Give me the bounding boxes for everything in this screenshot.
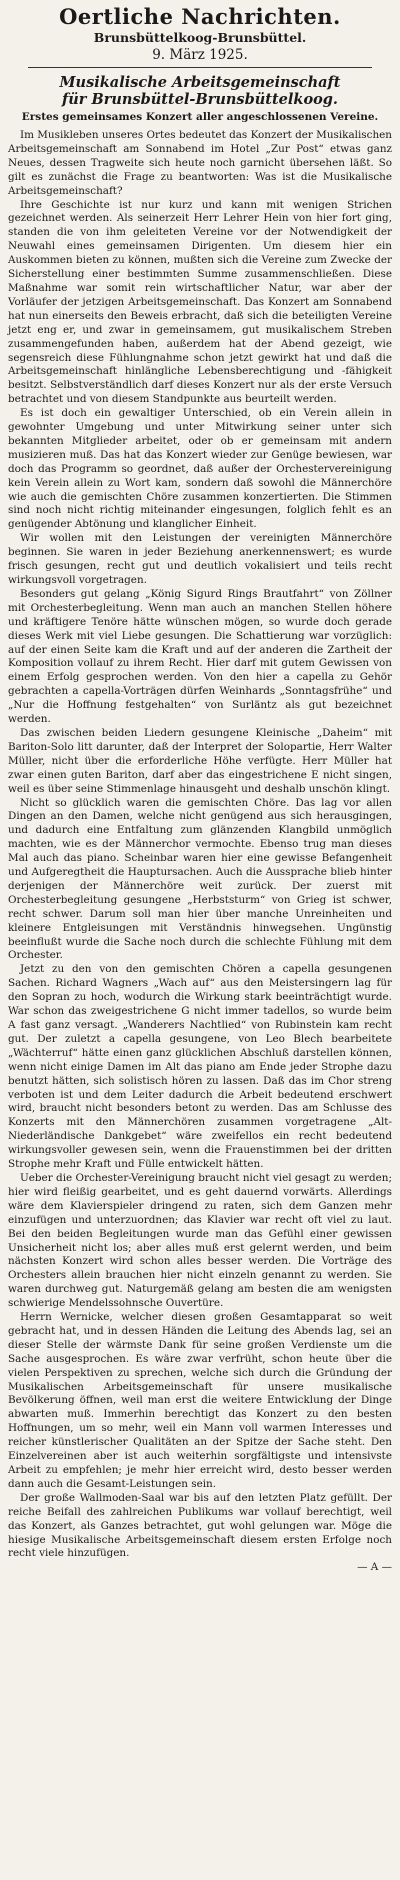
paragraph: Ueber die Orchester-Vereinigung braucht nicht viel gesagt zu werden; hier wird fleißig gearbeitet, und es geht dauernd vorwärts. Allerdings wäre dem Klavierspieler dringend zu raten, sich dem Ganzen mehr einzufügen und unterzuordnen; das Klavier war recht oft viel zu laut. Bei den beiden Begleitungen wurde man das Gefühl einer gewissen Unsicherheit nicht los; aber alles muß erst gelernt werden, und beim nächsten Konzert wird schon alles besser werden. Die Vorträge des Orchesters allein brauchen hier nicht einzeln genannt zu werden. Sie waren durchweg gut. Naturgemäß gelang am besten die am wenigsten schwierige Mendelssohnsche Ouvertüre.: [8, 1171, 392, 1310]
article-headline: [8, 74, 392, 125]
headline-line-1: Musikalische Arbeitsgemeinschaft: [59, 74, 341, 91]
article-body: [8, 129, 392, 1575]
divider: [28, 67, 372, 68]
paragraph: Ihre Geschichte ist nur kurz und kann mit wenigen Strichen gezeichnet werden. Als seinerzeit Herr Lehrer Hein von hier fort ging, standen die von ihm geleiteten Vereine vor der Notwendigkeit der Neuwahl eines gemeinsamen Dirigenten. Um diesem hier ein Auskommen bieten zu können, mußten sich die Vereine zum Zwecke der Sicherstellung einer bestimmten Summe zusammenschließen. Diese Maßnahme war somit rein wirtschaftlicher Natur, war aber der Vorläufer der jetzigen Arbeitsgemeinschaft. Das Konzert am Sonnabend hat nun einerseits den Beweis erbracht, daß sich die beteiligten Vereine jetzt eng er, und zwar in gemeinsamem, gut musikalischem Streben zusammengefunden haben, außerdem hat der Abend gezeigt, wie segensreich diese Fühlungnahme schon jetzt gewirkt hat und daß die Arbeitsgemeinschaft hinlängliche Lebensberechtigung und -fähigkeit besitzt. Selbstverständlich darf dieses Konzert nur als der erste Versuch betrachtet und von diesem Standpunkte aus beurteilt werden.: [8, 198, 392, 406]
place-line: Brunsbüttelkoog-Brunsbüttel.: [93, 30, 307, 45]
paragraph: Jetzt zu den von den gemischten Chören a capella gesungenen Sachen. Richard Wagners „Wach auf“ aus den Meistersingern lag für den Sopran zu hoch, wodurch die Wirkung stark beeinträchtigt wurde. War schon das zweigestrichene G nicht immer tadellos, so wurde beim A fast ganz versagt. „Wanderers Nachtlied“ von Rubinstein kam recht gut. Der zuletzt a capella gesungene, von Leo Blech bearbeitete „Wächterruf“ hätte einen ganz glücklichen Abschluß darstellen können, wenn nicht einige Damen im Alt das piano am Ende jeder Strophe dazu benutzt hätten, sich solistisch hören zu lassen. Daß das im Chor streng verboten ist und dem Leiter dadurch die Arbeit bedeutend erschwert wird, braucht nicht besonders betont zu werden. Das am Schlusse des Konzerts mit den Männerchören zusammen vorgetragene „Alt-Niederländische Dankgebet“ wäre zweifellos ein recht bedeutend wirkungsvoller gewesen sein, wenn die Frauenstimmen bei der dritten Strophe mehr Kraft und Fülle entwickelt hätten.: [8, 963, 392, 1171]
masthead: [8, 4, 392, 64]
paragraph: Besonders gut gelang „König Sigurd Rings Brautfahrt“ von Zöllner mit Orchesterbegleitung. Wenn man auch an manchen Stellen höhere und kräftigere Tenöre hätte wünschen mögen, so wurde doch gerade dieses Werk mit viel Liebe gesungen. Die Schattierung war vorzüglich: auf der einen Seite kam die Kraft und auf der anderen die Zartheit der Komposition vollauf zu ihrem Recht. Hier darf mit gutem Gewissen von einem Erfolg gesprochen werden. Von den hier a capella zu Gehör gebrachten a capella-Vorträgen dürfen Weinhards „Sonntagsfrühe“ und „Nur die Hoffnung festgehalten“ von Surläntz als gut bezeichnet werden.: [8, 587, 392, 726]
paragraph: Herrn Wernicke, welcher diesen großen Gesamtapparat so weit gebracht hat, und in dessen Händen die Leitung des Abends lag, sei an dieser Stelle der wärmste Dank für seine großen Verdienste um die Sache ausgesprochen. Es wäre zwar verfrüht, schon heute über die vielen Perspektiven zu sprechen, welche sich durch die Gründung der Musikalischen Arbeitsgemeinschaft für unsere musikalische Bevölkerung öffnen, weil man erst die weitere Entwicklung der Dinge abwarten muß. Immerhin berechtigt das Konzert zu den besten Hoffnungen, um so mehr, weil ein Mann voll warmen Interesses und reicher künstlerischer Qualitäten an der Spitze der Sache steht. Den Einzelvereinen aber ist auch weiterhin sorgfältigste und intensivste Arbeit zu empfehlen; je mehr hier erreicht wird, desto besser werden dann auch die Gesamt-Leistungen sein.: [8, 1311, 392, 1490]
date-line: 9. März 1925.: [152, 47, 248, 63]
author-signature: — A —: [357, 1561, 392, 1574]
paragraph: Im Musikleben unseres Ortes bedeutet das Konzert der Musikalischen Arbeitsgemeinschaft am Sonnabend im Hotel „Zur Post“ etwas ganz Neues, dessen Tragweite sich heute noch garnicht übersehen läßt. So gilt es zunächst die Frage zu beantworten: Was ist die Musikalische Arbeitsgemeinschaft?: [8, 129, 392, 197]
section-title: Oertliche Nachrichten.: [59, 4, 341, 29]
paragraph: Das zwischen beiden Liedern gesungene Kleinische „Daheim“ mit Bariton-Solo litt darunter, daß der Interpret der Solopartie, Herr Walter Müller, nicht über die erforderliche Höhe verfügte. Herr Müller hat zwar einen guten Bariton, darf aber das eingestrichene E nicht singen, weil es über seine Stimmenlage hinausgeht und deshalb unschön klingt.: [8, 726, 392, 795]
paragraph: Es ist doch ein gewaltiger Unterschied, ob ein Verein allein in gewohnter Umgebung und unter Mitwirkung seiner unter sich bekannten Mitglieder arbeitet, oder ob er gemeinsam mit andern musizieren muß. Das hat das Konzert wieder zur Genüge bewiesen, war doch das Programm so geordnet, daß außer der Orchestervereinigung kein Verein allein zu Wort kam, sondern daß sowohl die Männerchöre wie auch die gemischten Chöre zusammen konzertierten. Die Stimmen sind noch nicht richtig miteinander eingesungen, folglich fehlt es an genügender Abtönung und klanglicher Einheit.: [8, 407, 392, 531]
paragraph: Der große Wallmoden-Saal war bis auf den letzten Platz gefüllt. Der reiche Beifall des zahlreichen Publikums war vollauf berechtigt, weil das Konzert, als Ganzes betrachtet, gut wohl gelungen war. Möge die hiesige Musikalische Arbeitsgemeinschaft diesem ersten Erfolge noch recht viele hinzufügen.: [8, 1491, 392, 1560]
subheadline: Erstes gemeinsames Konzert aller angeschlossenen Vereine.: [21, 111, 379, 123]
paragraph: Nicht so glücklich waren die gemischten Chöre. Das lag vor allen Dingen an den Damen, welche nicht genügend aus sich herausgingen, und dadurch eine Entfaltung zum glänzenden Klangbild unmöglich machten, wie es der Männerchor vermochte. Ebenso trug man dieses Mal auch das piano. Scheinbar waren hier eine gewisse Befangenheit und Aufgeregtheit die Hauptursachen. Auch die Aussprache blieb hinter derjenigen der Männerchöre weit zurück. Der zuerst mit Orchesterbegleitung gesungene „Herbststurm“ von Grieg ist schwer, recht schwer. Darum soll man hier über manche Unreinheiten und kleinere Entgleisungen mit Verständnis hinwegsehen. Ungünstig beeinflußt wurde die Sache noch durch die schlechte Fühlung mit dem Orchester.: [8, 796, 392, 962]
paragraph: Wir wollen mit den Leistungen der vereinigten Männerchöre beginnen. Sie waren in jeder Beziehung anerkennenswert; es wurde frisch gesungen, recht gut und deutlich vokalisiert und teils recht wirkungsvoll vorgetragen.: [8, 532, 392, 586]
headline-line-2: für Brunsbüttel-Brunsbüttelkoog.: [62, 91, 338, 108]
